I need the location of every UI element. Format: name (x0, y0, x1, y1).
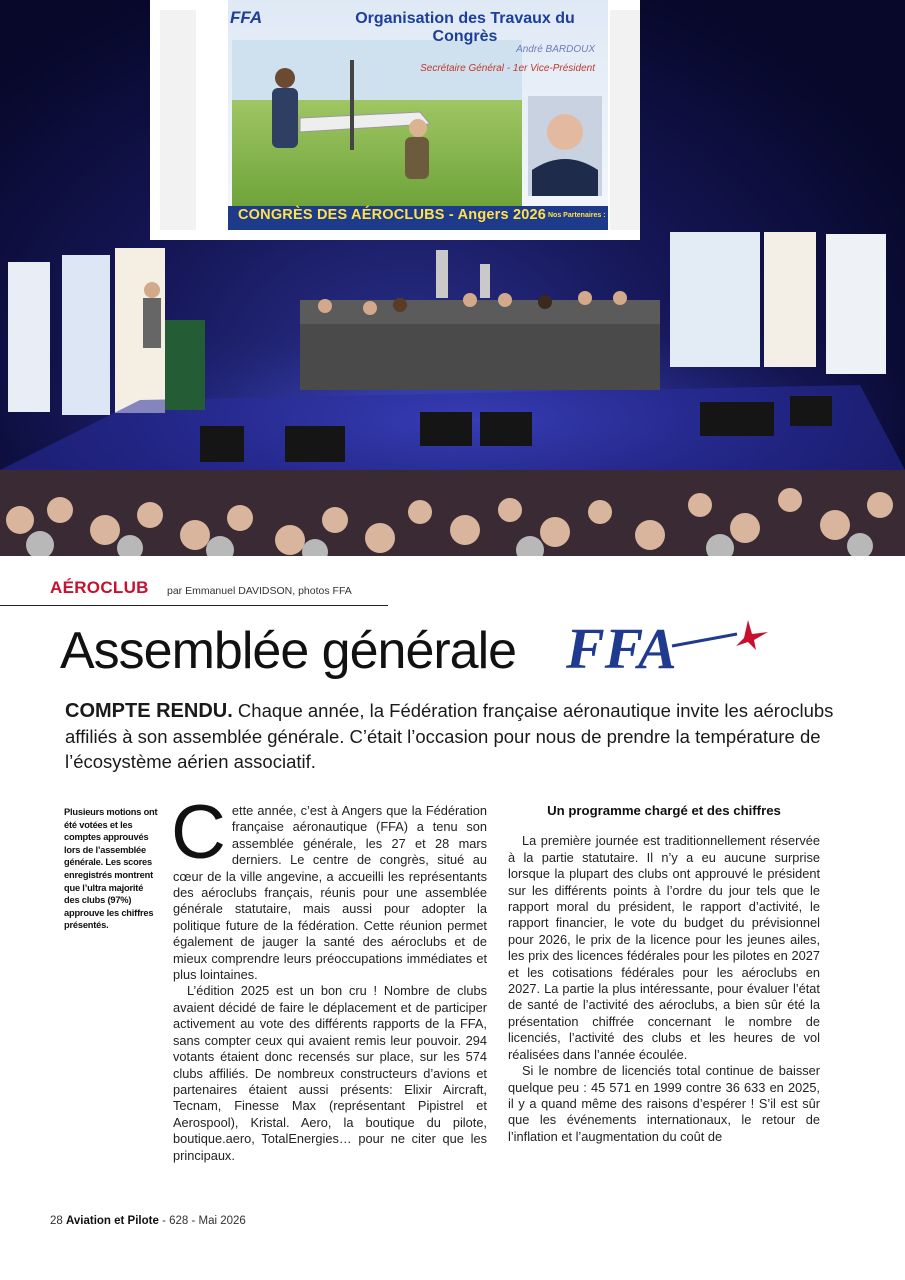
screen-speaker-role: Secrétaire Général - 1er Vice-Président (420, 63, 595, 74)
section-label: AÉROCLUB (50, 578, 149, 597)
drop-cap: C (171, 790, 226, 875)
conference-photo-illustration (0, 0, 905, 556)
paragraph-1-text: ette année, c’est à Angers que la Fédération française aéronautique (FFA) a tenu son assemblée générale, les 27 et 28 mars derniers. Le centre de congrès, situé au cœur de la ville angevine, a accueilli les représentants des aéroclubs français, réunis pour une assemblée générale statutaire, mais aussi pour adopter la politique future de la fédération. Cette réunion permet également de jauger la santé des aéroclubs et de mieux comprendre leurs préoccupations immédiates et plus lointaines. (173, 803, 487, 983)
paragraph-1 (171, 790, 487, 983)
lead-text: Chaque année, la Fédération française aéronautique invite les aéroclubs affiliés à son assemblée générale. C’était l’occasion pour nous de prendre la température de l’écosystème aérien associatif. (65, 700, 834, 772)
section-heading: Un programme chargé et des chiffres (547, 803, 781, 818)
photo-caption: Plusieurs motions ont été votées et les comptes approuvés lors de l’assemblée générale. Les scores enregistrés montrent que l’ultra majorité des clubs (97%) approuve les chiffres présentés. (64, 807, 158, 931)
article-column-1 (171, 790, 487, 1164)
magazine-name: Aviation et Pilote (66, 1215, 159, 1227)
article-title: Assemblée générale (60, 622, 517, 680)
paragraph-2: L’édition 2025 est un bon cru ! Nombre de clubs avaient décidé de faire le déplacement et de participer activement au vote des différents rapports de la FFA, sans compter ceux qui avaient remis leur pouvoir. 294 votants étaient donc recensés sur place, sur les 574 clubs affiliés. De nombreux constructeurs d’avions et partenaires étaient aussi présents: Elixir Aircraft, Tecnam, Finesse Max (représentant Pipistrel et Aerospool), Kristal. Aero, la boutique du pilote, boutique.aero, TotalEnergies… pour ne citer que les principaux. (173, 983, 487, 1163)
paragraph-3: La première journée est traditionnellement réservée à la partie statutaire. Il n’y a eu aucune surprise lorsque la plupart des clubs ont approuvé le président sur les différents points à l’ordre du jour tels que le rapport moral du président, le rapport d’activité, le rapport financier, le vote du budget du prévisionnel pour 2026, le prix de la licence pour les jeunes ailes, les prix des licences fédérales pour les pilotes en 2027 et les cotisations fédérales pour les aéroclubs en 2027. La partie la plus intéressante, pour évaluer l’état de santé de l’activité des aéroclubs, a bien sûr été la présentation chiffrée concernant le nombre de licenciés, l’activité des clubs et les heures de vol réalisées dans l’année écoulée. (508, 833, 820, 1062)
screen-banner: CONGRÈS DES AÉROCLUBS - Angers 2026 (238, 207, 547, 223)
issue-info: - 628 - Mai 2026 (158, 1215, 246, 1227)
screen-speaker-name: André BARDOUX (516, 44, 595, 55)
lead-paragraph (65, 698, 855, 774)
page-footer (50, 1215, 246, 1227)
lead-label: COMPTE RENDU. (65, 700, 233, 722)
screen-partners: Nos Partenaires : (548, 212, 606, 219)
page-number: 28 (50, 1215, 63, 1227)
ffa-logo-text: FFA (566, 616, 677, 676)
screen-title: Organisation des Travaux du Congrès (355, 10, 575, 45)
byline: par Emmanuel DAVIDSON, photos FFA (167, 585, 352, 597)
ffa-logo-icon (562, 612, 782, 676)
hero-photo (0, 0, 905, 556)
paragraph-4: Si le nombre de licenciés total continue de baisser quelque peu : 45 571 en 1999 contre 36 633 en 2025, il y a quand même des raisons d’espérer ! S’il est sûr que les événements internationaux, le retour de l’inflation et l’augmentation du coût de (508, 1063, 820, 1144)
screen-ffa-logo: FFA (230, 8, 263, 27)
header-rule (0, 605, 388, 606)
article-column-2 (508, 803, 820, 1145)
